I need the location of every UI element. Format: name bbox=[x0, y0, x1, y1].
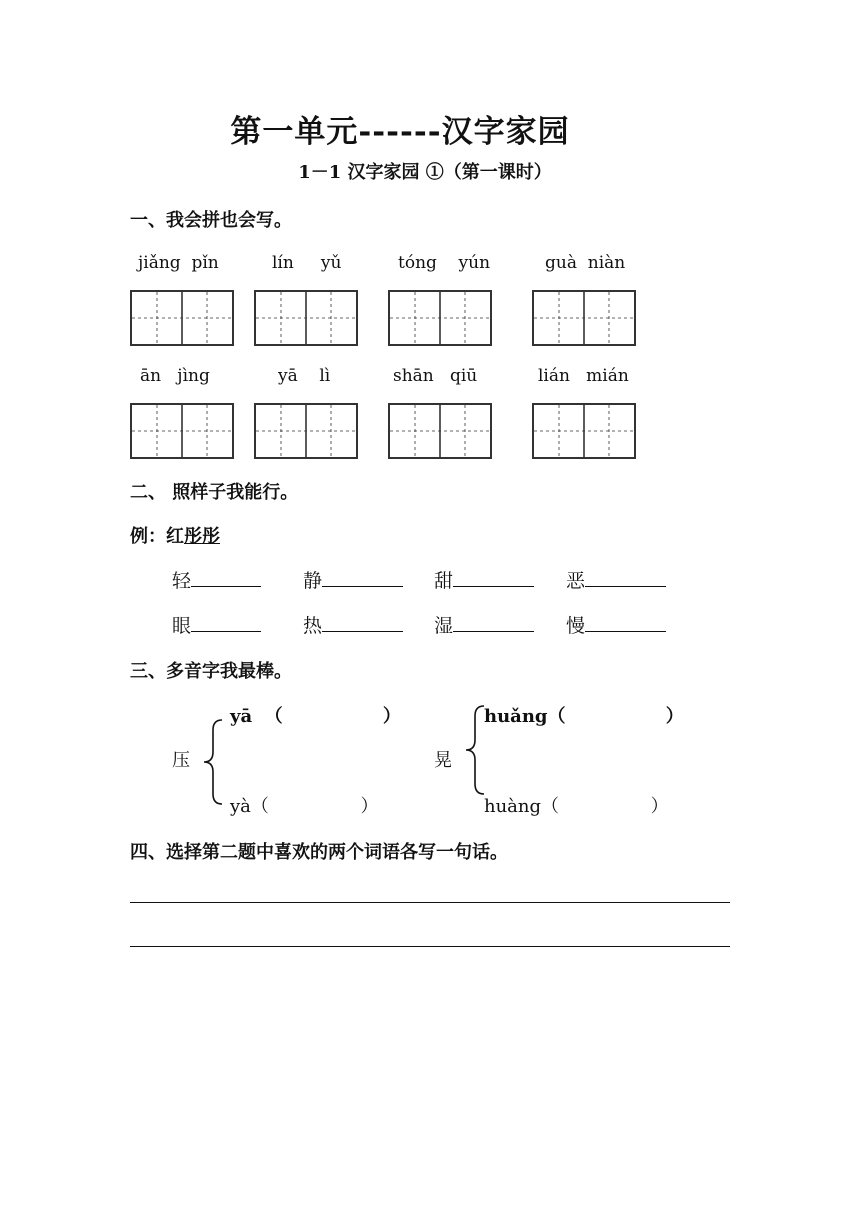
example-prefix: 例：红 bbox=[130, 526, 184, 547]
pinyin-item: lián mián bbox=[538, 366, 629, 386]
fill-char: 慢 bbox=[566, 615, 586, 637]
example-answer: 彤彤 bbox=[184, 526, 220, 547]
pinyin-item: shān qiū bbox=[393, 366, 478, 386]
pinyin-item: guà niàn bbox=[545, 253, 626, 273]
fill-char: 湿 bbox=[434, 615, 454, 637]
writing-grid[interactable] bbox=[532, 290, 636, 346]
fill-char: 恶 bbox=[566, 570, 586, 592]
pinyin-item: jiǎng pǐn bbox=[138, 253, 219, 273]
section-3-heading: 三、多音字我最棒。 bbox=[130, 661, 292, 682]
writing-grid[interactable] bbox=[388, 403, 492, 459]
fill-item[interactable] bbox=[566, 611, 666, 638]
answer-blank[interactable] bbox=[322, 568, 403, 587]
pinyin-item: ān jìng bbox=[140, 366, 210, 386]
answer-blank[interactable] bbox=[453, 613, 534, 632]
answer-blank[interactable] bbox=[585, 568, 666, 587]
polyphone-reading-1b[interactable]: yà（ ） bbox=[230, 796, 379, 817]
section-1-heading: 一、我会拼也会写。 bbox=[130, 210, 292, 231]
writing-grid[interactable] bbox=[388, 290, 492, 346]
section-2-heading: 二、 照样子我能行。 bbox=[130, 482, 299, 503]
brace-icon bbox=[200, 718, 226, 806]
fill-item[interactable] bbox=[172, 566, 261, 593]
writing-grid[interactable] bbox=[532, 403, 636, 459]
writing-grid[interactable] bbox=[130, 290, 234, 346]
page-title: 第一单元------汉字家园 bbox=[230, 114, 570, 150]
fill-char: 静 bbox=[303, 570, 323, 592]
fill-char: 轻 bbox=[172, 570, 192, 592]
fill-char: 甜 bbox=[434, 570, 454, 592]
fill-char: 热 bbox=[303, 615, 323, 637]
writing-line[interactable] bbox=[130, 946, 730, 947]
writing-line[interactable] bbox=[130, 902, 730, 903]
polyphone-char-2: 晃 bbox=[434, 750, 452, 771]
writing-grid[interactable] bbox=[254, 290, 358, 346]
brace-icon bbox=[462, 704, 488, 796]
example-line bbox=[130, 522, 220, 548]
fill-char: 眼 bbox=[172, 615, 192, 637]
pinyin-item: lín yǔ bbox=[272, 253, 342, 273]
polyphone-char-1: 压 bbox=[172, 750, 190, 771]
pinyin-item: yā lì bbox=[278, 366, 331, 386]
writing-grid[interactable] bbox=[130, 403, 234, 459]
writing-grid[interactable] bbox=[254, 403, 358, 459]
fill-item[interactable] bbox=[566, 566, 666, 593]
fill-item[interactable] bbox=[434, 611, 534, 638]
pinyin-item: tóng yún bbox=[398, 253, 491, 273]
fill-item[interactable] bbox=[172, 611, 261, 638]
fill-item[interactable] bbox=[303, 566, 403, 593]
section-4-heading: 四、选择第二题中喜欢的两个词语各写一句话。 bbox=[130, 842, 508, 863]
answer-blank[interactable] bbox=[453, 568, 534, 587]
fill-item[interactable] bbox=[434, 566, 534, 593]
answer-blank[interactable] bbox=[322, 613, 403, 632]
polyphone-reading-1a[interactable]: yā （ ） bbox=[230, 706, 401, 727]
fill-item[interactable] bbox=[303, 611, 403, 638]
answer-blank[interactable] bbox=[191, 568, 261, 587]
lesson-subtitle: 1－1 汉字家园 ①（第一课时） bbox=[298, 162, 552, 183]
answer-blank[interactable] bbox=[585, 613, 666, 632]
polyphone-reading-2a[interactable]: huǎng（ ） bbox=[484, 706, 684, 727]
answer-blank[interactable] bbox=[191, 613, 261, 632]
polyphone-reading-2b[interactable]: huàng（ ） bbox=[484, 796, 669, 817]
